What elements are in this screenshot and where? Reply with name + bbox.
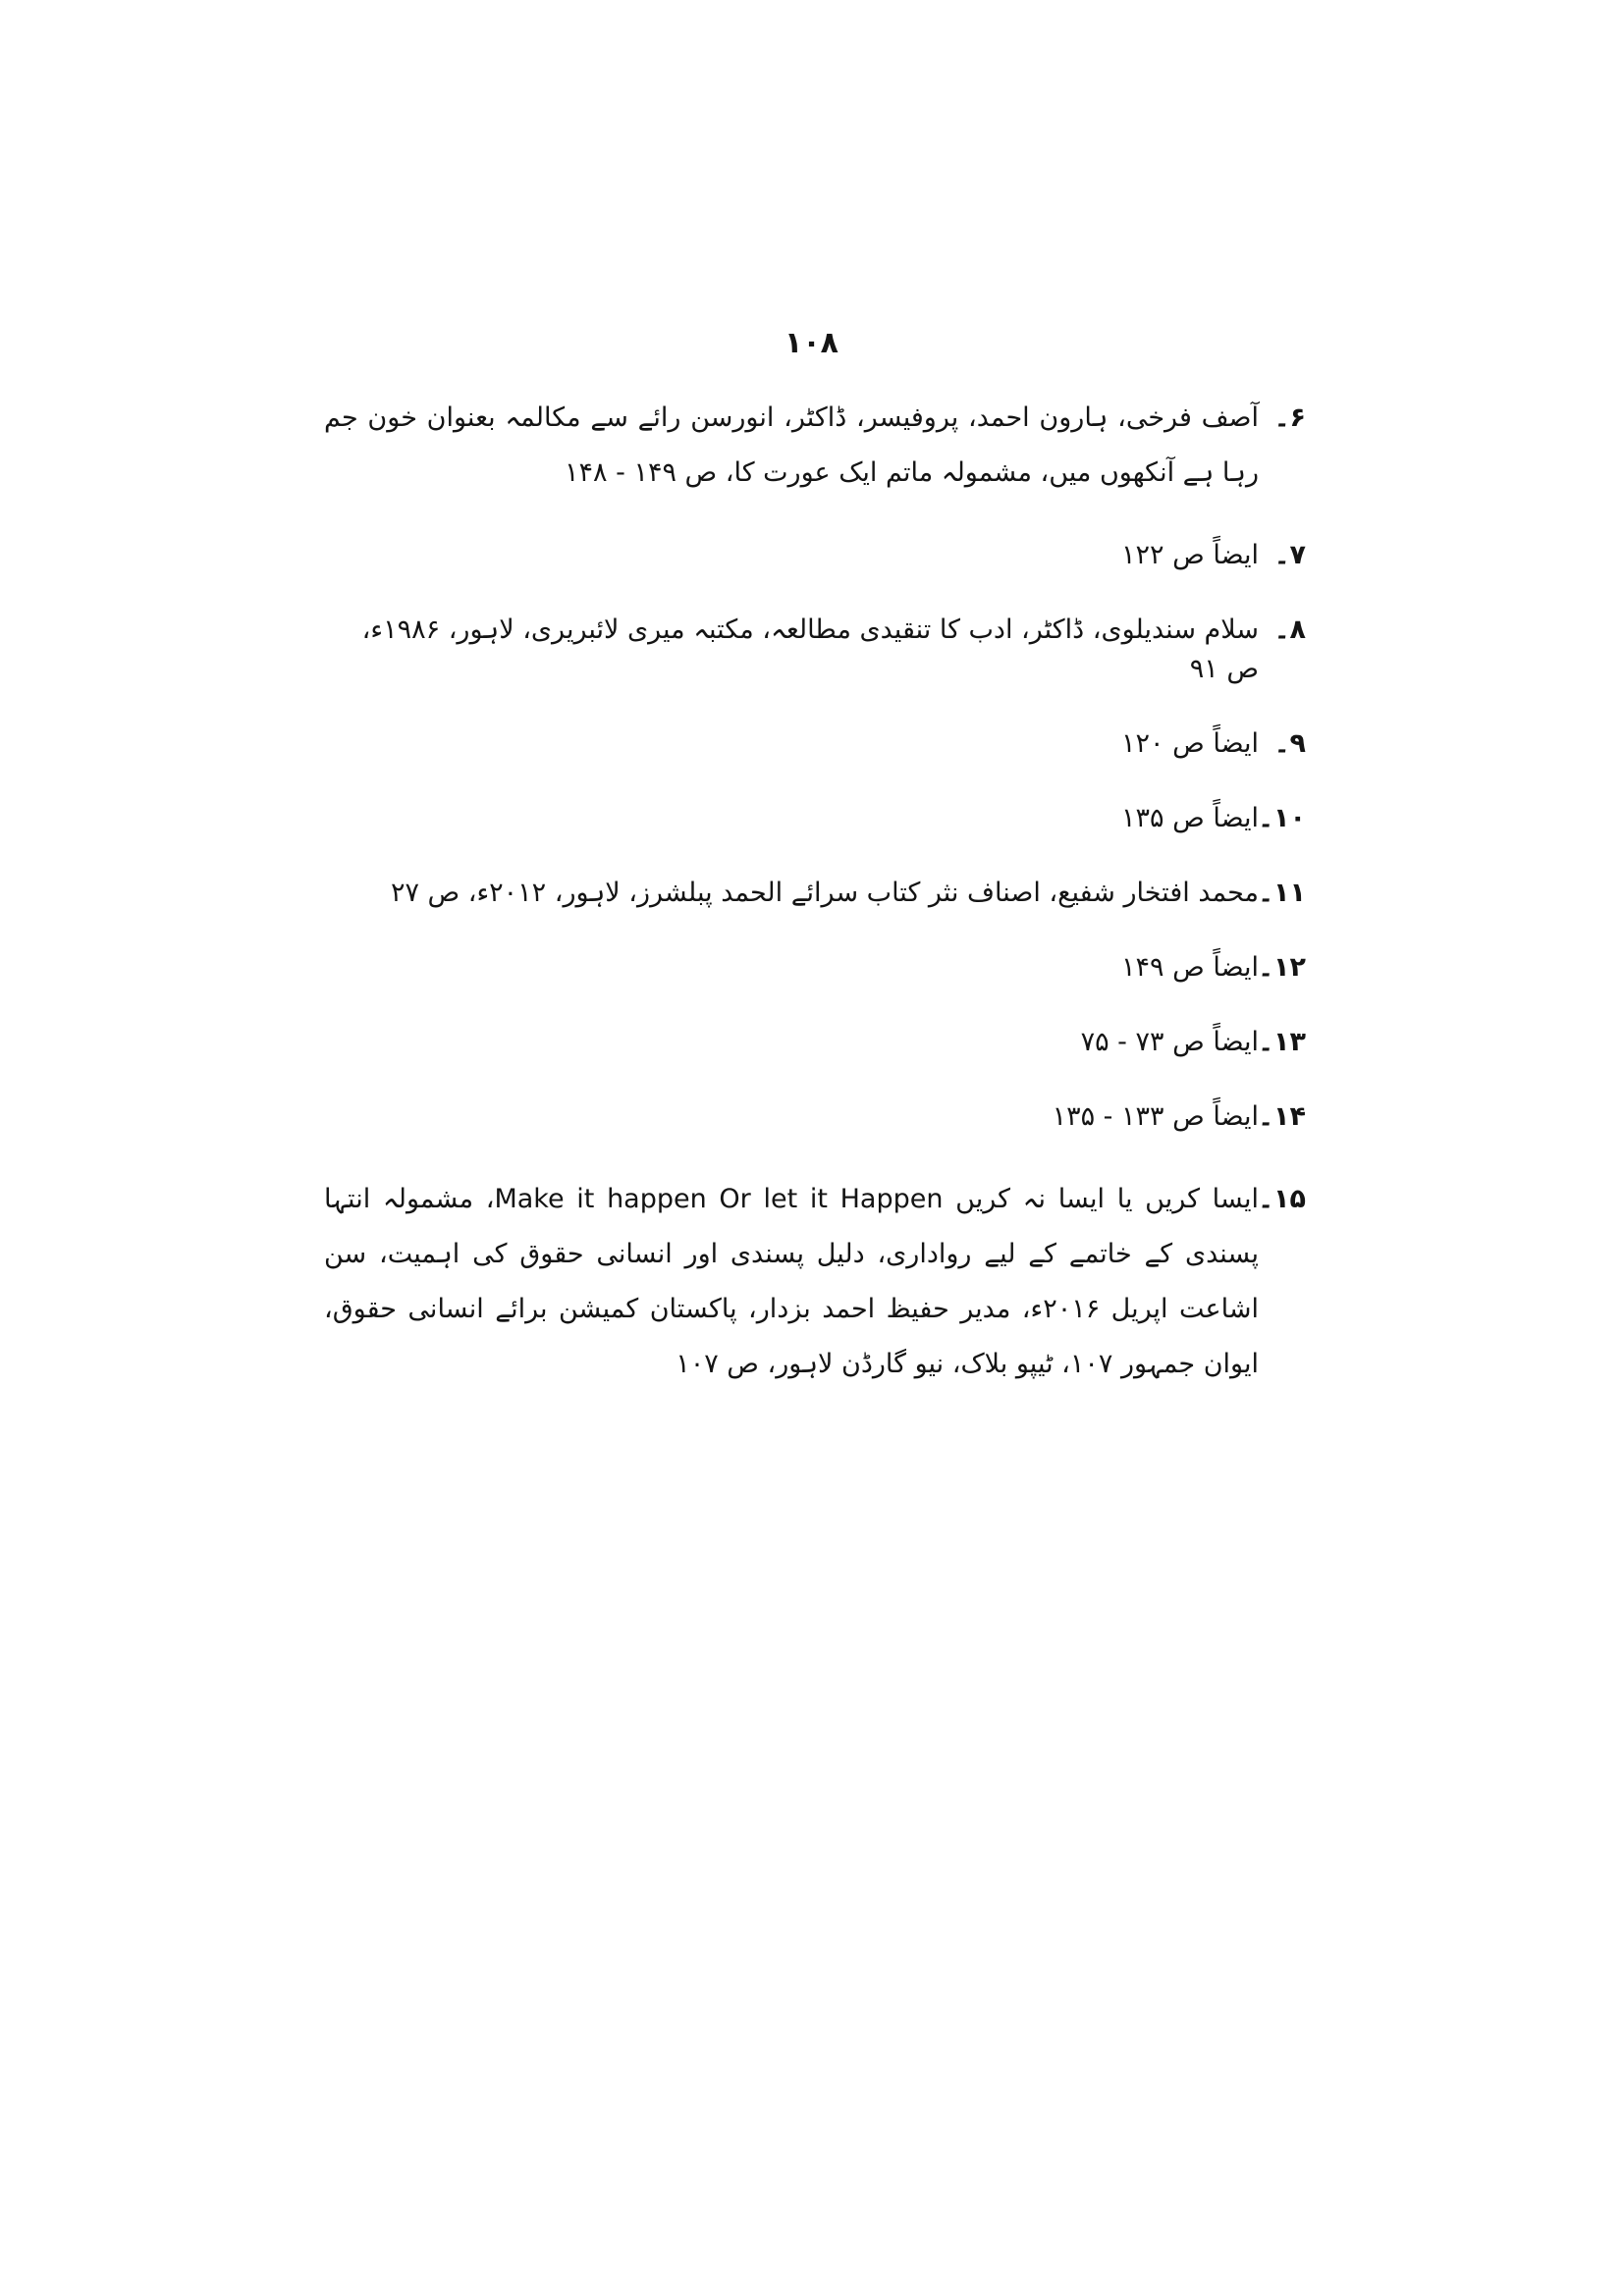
footnote-13: [324, 1023, 1306, 1062]
footnote-text: محمد افتخار شفیع، اصناف نثر کتاب سرائے الحمد پبلشرز، لاہور، ۲۰۱۲ء، ص ۲۷: [390, 878, 1259, 908]
footnote-number: ۷۔: [1273, 540, 1306, 570]
footnote-12: [324, 948, 1306, 988]
footnote-number: ۱۱۔: [1258, 878, 1306, 908]
footnote-number: ۱۰۔: [1258, 803, 1306, 833]
footnote-text: ایسا کریں یا ایسا نہ کریں Make it happen Or let it Happen، مشمولہ انتہا پسندی کے خاتمے کے لیے رواداری، دلیل پسندی اور انسانی حقوق کی اہمیت، سن اشاعت اپریل ۲۰۱۶ء، مدیر حفیظ احمد بزدار، پاکستان کمیشن برائے انسانی حقوق، ایوان جمہور ۱۰۷، ٹیپو بلاک، نیو گارڈن لاہور، ص ۱۰۷: [324, 1184, 1260, 1379]
footnote-9: [324, 724, 1306, 764]
footnote-14: [324, 1097, 1306, 1137]
footnote-8: [324, 611, 1306, 689]
page-number: ۱۰۸: [784, 326, 839, 360]
footnote-text: ایضاً ص ۱۴۹: [1121, 952, 1259, 983]
footnote-text: سلام سندیلوی، ڈاکٹر، ادب کا تنقیدی مطالعہ، مکتبہ میری لائبریری، لاہور، ۱۹۸۶ء، ص ۹۱: [361, 614, 1259, 684]
footnote-text: ایضاً ص ۱۲۰: [1121, 728, 1259, 759]
footnote-text: ایضاً ص ۷۳ - ۷۵: [1080, 1027, 1259, 1057]
footnote-number: ۸۔: [1273, 614, 1306, 645]
footnote-number: ۱۳۔: [1258, 1027, 1306, 1057]
footnote-6: [324, 391, 1306, 501]
footnote-number: ۱۵۔: [1258, 1184, 1306, 1214]
footnote-7: [324, 536, 1306, 575]
footnote-11: [324, 874, 1306, 913]
footnote-number: ۱۴۔: [1258, 1101, 1306, 1132]
footnote-number: ۱۲۔: [1258, 952, 1306, 983]
footnote-10: [324, 799, 1306, 838]
footnote-text: ایضاً ص ۱۳۳ - ۱۳۵: [1052, 1101, 1259, 1132]
footnotes-list: [324, 391, 1306, 1427]
footnote-text: ایضاً ص ۱۲۲: [1121, 540, 1259, 570]
footnote-number: ۶۔: [1273, 402, 1306, 433]
footnote-15: [324, 1172, 1306, 1392]
footnote-text: ایضاً ص ۱۳۵: [1121, 803, 1259, 833]
footnote-text: آصف فرخی، ہارون احمد، پروفیسر، ڈاکٹر، انورسن رائے سے مکالمہ بعنوان خون جم رہا ہے آنکھوں میں، مشمولہ ماتم ایک عورت کا، ص ۱۴۹ - ۱۴۸: [324, 402, 1259, 488]
footnote-number: ۹۔: [1273, 728, 1306, 759]
